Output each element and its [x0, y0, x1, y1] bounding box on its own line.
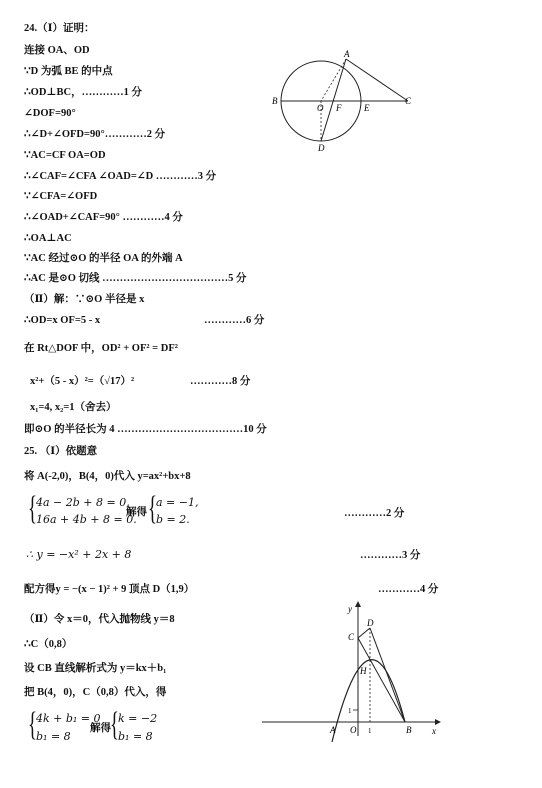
- parabola-graph: [260, 598, 450, 743]
- point-label: B: [272, 96, 278, 106]
- point-label: O: [350, 725, 357, 735]
- q24-line: x₁=4, x₂=1（舍去）: [30, 402, 117, 413]
- q24-line: ∴∠CAF=∠CFA ∠OAD=∠D …………3 分: [24, 171, 217, 182]
- system-equation: 16a + 4b + 8 = 0.: [36, 513, 137, 526]
- system-solution: k = −2: [118, 712, 158, 725]
- system-solution: a = −1,: [156, 496, 199, 509]
- tick-label: 1: [368, 727, 372, 735]
- brace: {: [148, 490, 157, 527]
- q24-line: ∴∠OAD+∠CAF=90° …………4 分: [24, 212, 183, 223]
- q25-equation: ∴ y = −x² + 2x + 8: [26, 548, 132, 561]
- system-equation: 4a − 2b + 8 = 0,: [36, 496, 130, 509]
- q24-line: 在 Rt△DOF 中，OD² + OF² = DF²: [24, 343, 178, 354]
- system-solution: b = 2.: [156, 513, 190, 526]
- point-label: A: [344, 49, 350, 59]
- q25-part2-header: （Ⅱ）令 x＝0，代入抛物线 y＝8: [24, 614, 175, 625]
- solve-label: 解得: [90, 723, 111, 734]
- q24-equation: x²+（5 - x）²=（√17）²: [30, 376, 135, 387]
- score-mark: …………6 分: [204, 315, 265, 326]
- brace: {: [110, 706, 119, 743]
- q24-line: ∴AC 是⊙O 切线 ………………………………5 分: [24, 273, 247, 284]
- score-mark: …………2 分: [344, 508, 405, 519]
- point-label: H: [360, 666, 367, 676]
- brace: {: [28, 490, 37, 527]
- solve-label: 解得: [126, 507, 147, 518]
- q24-line: ∴OA⊥AC: [24, 233, 72, 244]
- tick-label: 1: [348, 707, 352, 715]
- q24-line: ∵D 为弧 BE 的中点: [24, 66, 113, 77]
- point-label: E: [364, 103, 370, 113]
- q24-line: ∴OD=x OF=5 - x: [24, 315, 101, 326]
- q25-line: 将 A(-2,0)，B(4，0)代入 y=ax²+bx+8: [24, 471, 191, 482]
- point-label: O: [317, 103, 324, 113]
- q24-line: ∴OD⊥BC，…………1 分: [24, 87, 142, 98]
- q24-line: ∴∠D+∠OFD=90°…………2 分: [24, 129, 166, 140]
- q24-part2-header: （Ⅱ）解：∵⊙O 半径是 x: [24, 294, 145, 305]
- q25-line: 配方得y = −(x − 1)² + 9 顶点 D（1,9）: [24, 584, 195, 595]
- point-label: B: [406, 725, 412, 735]
- point-label: C: [405, 96, 412, 106]
- circle-figure: [268, 48, 418, 158]
- score-mark: …………4 分: [378, 584, 439, 595]
- q24-line: 即⊙O 的半径长为 4 ………………………………10 分: [24, 424, 267, 435]
- q24-line: 连接 OA、OD: [24, 45, 90, 56]
- q25-header: 25. （Ⅰ）依题意: [24, 446, 98, 457]
- score-mark: …………8 分: [190, 376, 251, 387]
- point-label: D: [318, 143, 325, 153]
- q25-line: 把 B(4，0)，C（0,8）代入，得: [24, 687, 167, 698]
- point-label: F: [336, 103, 342, 113]
- q24-line: ∠DOF=90°: [24, 108, 76, 119]
- system-equation: b₁ = 8: [36, 730, 71, 743]
- brace: {: [28, 706, 37, 743]
- system-solution: b₁ = 8: [118, 730, 153, 743]
- q24-header: 24.（Ⅰ）证明：: [24, 23, 95, 34]
- axis-label: x: [432, 726, 436, 736]
- q25-line: ∴C（0,8）: [24, 639, 73, 650]
- system-equation: 4k + b₁ = 0: [36, 712, 101, 725]
- point-label: C: [348, 632, 355, 642]
- score-mark: …………3 分: [360, 550, 421, 561]
- q25-line: 设 CB 直线解析式为 y＝kx＋b₁: [24, 663, 167, 674]
- axis-label: y: [348, 604, 352, 614]
- q24-line: ∵AC 经过⊙O 的半径 OA 的外端 A: [24, 253, 183, 264]
- point-label: A: [330, 725, 336, 735]
- q24-line: ∵AC=CF OA=OD: [24, 150, 106, 161]
- point-label: D: [367, 618, 374, 628]
- q24-line: ∵∠CFA=∠OFD: [24, 191, 98, 202]
